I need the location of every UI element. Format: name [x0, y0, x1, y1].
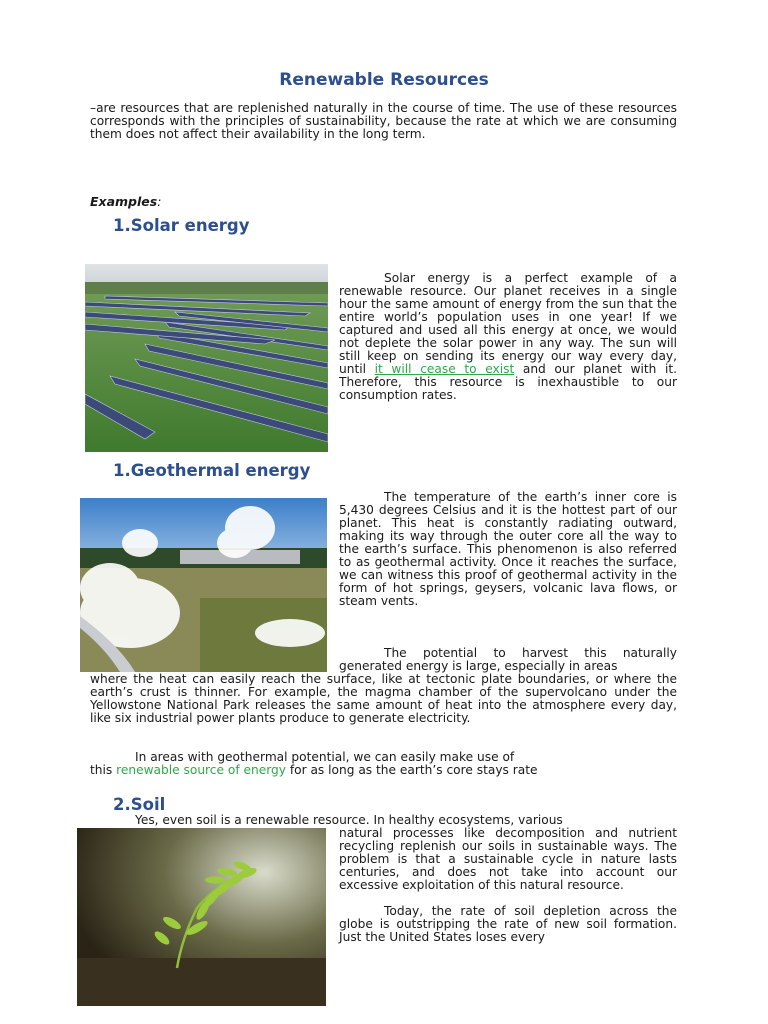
- soil-paragraph-1: natural processes like decomposition and nutrient recycling replenish our soils in sustainable ways. The problem is that a sustainable cycle in nature lasts centuries, and does not take into account our excessive exploitation of this natural resource.: [339, 826, 677, 892]
- geothermal-heading: 1.Geothermal energy: [113, 461, 311, 480]
- fern-seedling-image: [77, 828, 326, 1006]
- p3-rest-text: for as long as the earth’s core stays rate: [285, 763, 538, 777]
- cease-to-exist-link[interactable]: it will cease to exist: [374, 362, 515, 376]
- geothermal-paragraph-3-first-line: In areas with geothermal potential, we can easily make use of: [135, 750, 515, 764]
- page-title: Renewable Resources: [279, 70, 489, 90]
- examples-label-text: Examples: [90, 194, 158, 209]
- soil-paragraph-1-first-line: Yes, even soil is a renewable resource. In healthy ecosystems, various: [135, 813, 563, 827]
- intro-paragraph: –are resources that are replenished naturally in the course of time. The use of these resources corresponds with the principles of sustainability, because the rate at which we are consuming them does not affect their availability in the long term.: [90, 101, 677, 141]
- soil-paragraph-2: Today, the rate of soil depletion across the globe is outstripping the rate of new soil formation. Just the United States loses every: [339, 904, 677, 944]
- solar-heading: 1.Solar energy: [113, 216, 250, 235]
- solar-text-after-link: and our planet with it. Therefore, this resource is inexhaustible to our consumption rates.: [339, 362, 678, 402]
- this-text: this: [90, 763, 117, 777]
- geothermal-paragraph-3: [90, 764, 677, 777]
- geothermal-paragraph-2: where the heat can easily reach the surface, like at tectonic plate boundaries, or where the earth’s crust is thinner. For example, the magma chamber of the supervolcano under the Yellowstone National Park releases the same amount of heat into the atmosphere every day, like six industrial power plants produce to generate electricity.: [90, 672, 677, 725]
- renewable-source-link[interactable]: renewable source of energy: [116, 763, 286, 777]
- solar-text-before-link: Solar energy is a perfect example of a renewable resource. Our planet receives in a single hour the same amount of energy from the sun that the entire world’s population uses in one year! If we captured and used all this energy at once, we would not deplete the solar power in any way. The sun will still keep on sending its energy our way every day, until: [339, 271, 677, 376]
- soil-heading: 2.Soil: [113, 795, 166, 814]
- examples-colon: :: [157, 194, 162, 209]
- solar-panels-image: [85, 264, 328, 452]
- solar-paragraph: [339, 272, 677, 402]
- examples-label: [90, 194, 161, 209]
- geothermal-paragraph-2-first-line: The potential to harvest this naturally generated energy is large, especially in areas: [339, 646, 677, 673]
- geothermal-steam-image: [80, 498, 327, 672]
- geothermal-paragraph-1: The temperature of the earth’s inner core is 5,430 degrees Celsius and it is the hottest part of our planet. This heat is constantly radiating outward, making its way through the outer core all the way to the earth’s surface. This phenomenon is also referred to as geothermal activity. Once it reaches the surface, we can witness this proof of geothermal activity in the form of hot springs, geysers, volcanic lava flows, or steam vents.: [339, 490, 677, 608]
